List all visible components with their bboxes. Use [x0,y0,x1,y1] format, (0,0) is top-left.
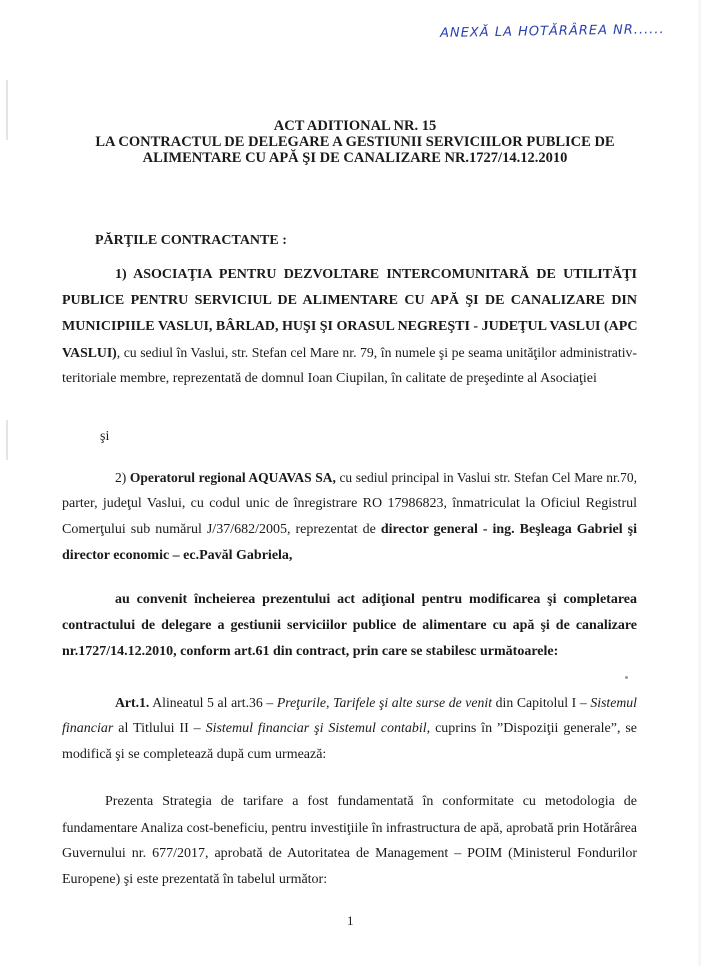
strategy-line-2: fundamentare Analiza cost-beneficiu, pentru investiţiile în infrastructura de apă, aprobată prin Hotărârea [62,820,637,835]
article-1-text-c: al Titlului II – [113,721,206,736]
party-1-seat: , cu sediul în Vaslui, str. Stefan cel Mare nr. 79, în numele şi pe seama unităţilor administrativ- [116,345,637,360]
article-1-italic-system: Sistemul [590,695,637,710]
party-1-short-name: VASLUI) [62,345,117,360]
party-2-paragraph [62,465,637,569]
strategy-line-1: Prezenta Strategia de tarifare a fost fundamentată în conformitate cu metodologia de [105,794,637,809]
party-2-general-director: director general - ing. Beşleaga Gabriel şi [380,522,637,537]
scan-dot [625,676,628,679]
title-line-3: ALIMENTARE CU APĂ ŞI DE CANALIZARE NR.1727/14.12.2010 [142,150,568,166]
party-2-operator-name: Operatorul regional AQUAVAS SA, [129,470,336,485]
title-line-1: ACT ADITIONAL NR. 15 [273,118,437,134]
article-1-line-2 [62,716,637,742]
parties-heading: PĂRŢILE CONTRACTANTE : [95,233,287,248]
party-2-line-2: parter, judeţul Vaslui, cu codul unic de înregistrare RO 17986823, înmatriculat la Oficiul Registrul [62,496,637,511]
party-1-paragraph [62,262,637,392]
scan-margin-mark [6,80,8,140]
party-2-number: 2) [115,470,130,485]
strategy-line-3: Guvernului nr. 677/2017, aprobată de Autoritatea de Management – POIM (Ministerul Fondurilor [62,846,637,861]
party-1-line-4 [62,340,637,366]
handwritten-annotation: ANEXĂ LA HOTĂRÂREA NR...... [439,22,665,41]
article-1-line-1 [62,690,637,716]
article-1-line-3: modifică şi se completează după cum urmează: [62,747,327,762]
strategy-paragraph [62,789,637,893]
party-1-line-2: PUBLICE PENTRU SERVICIUL DE ALIMENTARE CU APĂ ŞI DE CANALIZARE DIN [62,293,637,308]
party-2-seat: cu sediul principal in Vaslui str. Stefan Cel Mare nr.70, [335,470,638,485]
article-1-label: Art.1. [115,695,150,710]
party-2-line-4: director economic – ec.Pavăl Gabriela, [62,548,293,563]
article-1-italic-financial: financiar [62,721,114,736]
party-1-line-1: 1) ASOCIAŢIA PENTRU DEZVOLTARE INTERCOMUNITARĂ DE UTILITĂŢI [115,267,637,282]
agreement-paragraph [62,587,637,665]
article-1-italic-prices: Preţurile, Tarifele şi alte surse de venit [276,695,493,710]
title-line-2: LA CONTRACTUL DE DELEGARE A GESTIUNII SERVICIILOR PUBLICE DE [95,134,615,150]
strategy-line-4: Europene) şi este prezentată în tabelul următor: [62,872,328,887]
agreement-line-1: au convenit încheierea prezentului act adiţional pentru modificarea şi completarea [115,592,637,607]
party-2-line-3 [62,517,637,543]
party-2-line-1 [62,465,637,491]
agreement-line-2: contractului de delegare a gestiunii serviciilor publice de alimentare cu apă şi de canalizare [62,618,637,633]
scan-margin-mark [6,420,8,460]
article-1-italic-title: Sistemul financiar şi Sistemul contabil [205,721,427,736]
party-1-line-3: MUNICIPIILE VASLUI, BÂRLAD, HUŞI ŞI ORASUL NEGREŞTI - JUDEŢUL VASLUI (APC [62,319,638,334]
party-2-registry: Comerţului sub numărul J/37/682/2005, reprezentat de [62,522,381,537]
article-1-text-d: , cuprins în ”Dispoziţii generale”, se [426,721,638,736]
conjunction: şi [100,429,110,444]
article-1-text-a: Alineatul 5 al art.36 – [149,695,277,710]
article-1-paragraph [62,690,637,768]
scan-edge-shade [697,0,701,966]
page-number: 1 [347,913,354,928]
agreement-line-3: nr.1727/14.12.2010, conform art.61 din contract, prin care se stabilesc următoarele: [62,644,559,659]
document-title [60,118,650,166]
article-1-text-b: din Capitolul I – [492,695,591,710]
party-1-line-5: teritoriale membre, reprezentată de domnul Ioan Ciupilan, în calitate de preşedinte al Asociaţiei [62,371,597,386]
